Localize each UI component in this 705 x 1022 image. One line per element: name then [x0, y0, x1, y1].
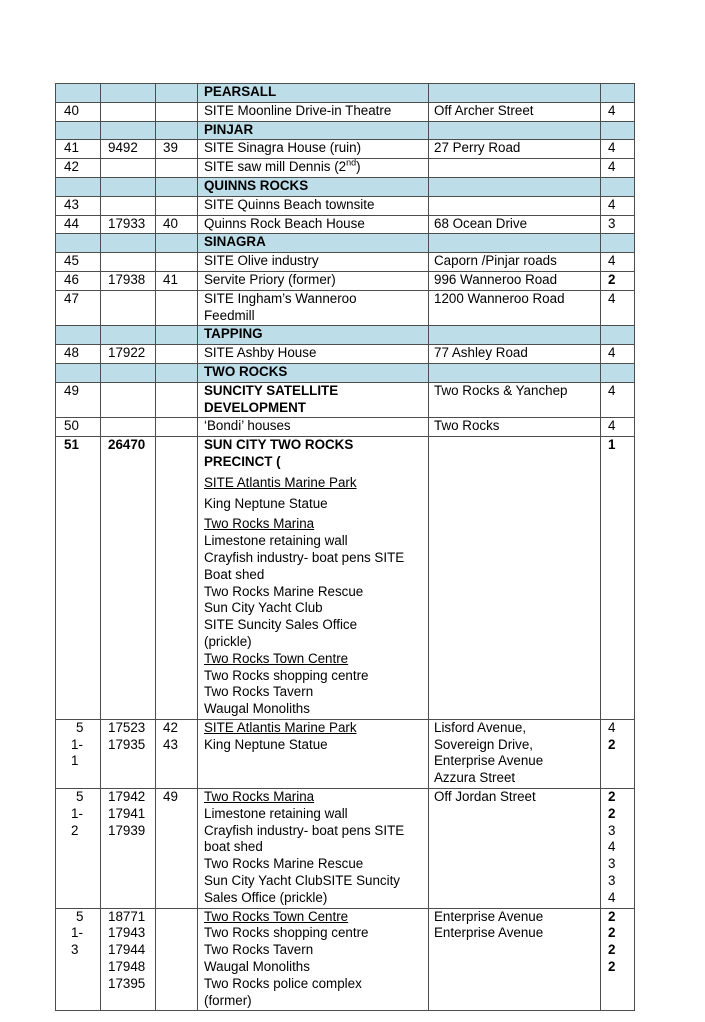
row-number-cell [56, 437, 101, 720]
site-name-line: SITE Suncity Sales Office [204, 617, 358, 633]
ref-number-cell [156, 345, 198, 364]
address-line: 68 Ocean Drive [434, 215, 528, 231]
row-number: 3 [71, 942, 79, 958]
address-line: 77 Ashley Road [434, 345, 528, 361]
place-id-cell [101, 102, 156, 121]
site-name-cell [198, 382, 429, 418]
row-number: 1 [71, 753, 79, 769]
site-name-line: SITE Olive industry [204, 253, 319, 269]
row-number: 49 [64, 382, 79, 398]
row-number-cell [56, 290, 101, 326]
site-name-cell [198, 908, 429, 1011]
category-value: 2 [608, 271, 616, 287]
site-name-line: SITE Sinagra House (ruin) [204, 140, 362, 156]
section-row [56, 234, 635, 253]
category-cell [601, 159, 635, 178]
site-row [56, 102, 635, 121]
ref-number-cell [156, 719, 198, 788]
site-name-line: Quinns Rock Beach House [204, 215, 365, 231]
address-cell [429, 215, 601, 234]
row-number: 50 [64, 418, 79, 434]
site-name-line: Waugal Monoliths [204, 701, 310, 717]
category-cell [601, 290, 635, 326]
site-name-cell [198, 159, 429, 178]
category-cell [601, 215, 635, 234]
ref-number: 40 [163, 215, 178, 231]
address-cell [429, 253, 601, 272]
site-name-line: King Neptune Statue [204, 495, 328, 511]
site-name-line: SITE Moonline Drive-in Theatre [204, 102, 392, 118]
place-id: 17933 [108, 215, 146, 231]
site-name-line: Two Rocks Town Centre [204, 908, 349, 924]
row-number: 2 [71, 822, 79, 838]
address-cell [429, 382, 601, 418]
place-id-cell [101, 253, 156, 272]
site-row [56, 215, 635, 234]
ref-number-cell [156, 382, 198, 418]
address-line: Caporn /Pinjar roads [434, 253, 557, 269]
row-number-cell [56, 140, 101, 159]
address-cell [429, 719, 601, 788]
site-row [56, 140, 635, 159]
site-name-line: Sun City Yacht ClubSITE Suncity [204, 873, 400, 889]
place-id-cell [101, 345, 156, 364]
row-number: 1- [71, 925, 83, 941]
section-row-number-cell [56, 177, 101, 196]
row-number-cell [56, 345, 101, 364]
site-name-cell [198, 719, 429, 788]
site-name-line: Two Rocks police complex [204, 975, 362, 991]
section-row-number-cell [56, 84, 101, 103]
address-cell [429, 271, 601, 290]
site-name-line: SITE Ingham’s Wanneroo [204, 290, 357, 306]
site-name-line: SITE Atlantis Marine Park [204, 719, 357, 735]
site-name-cell [198, 418, 429, 437]
ref-number: 43 [163, 736, 178, 752]
place-id: 17922 [108, 345, 146, 361]
place-id: 26470 [108, 437, 146, 453]
site-row [56, 271, 635, 290]
place-id: 17942 [108, 789, 146, 805]
site-name-line: ‘Bondi’ houses [204, 418, 291, 434]
site-name-line: Feedmill [204, 307, 255, 323]
row-number-cell [56, 908, 101, 1011]
heritage-sites-table-body [56, 84, 635, 1011]
site-name-line: Two Rocks Marina [204, 789, 315, 805]
row-number: 51 [64, 437, 79, 453]
address-line: Azzura Street [434, 770, 516, 786]
category-value: 4 [608, 839, 616, 855]
site-name-line: ) [356, 159, 361, 175]
address-line: Off Archer Street [434, 102, 534, 118]
section-label: TAPPING [204, 326, 263, 342]
section-site-name-cell [198, 177, 429, 196]
section-row [56, 121, 635, 140]
address-line: Two Rocks & Yanchep [434, 382, 568, 398]
row-number-cell [56, 196, 101, 215]
section-ref-number-cell [156, 121, 198, 140]
section-category-cell [601, 326, 635, 345]
site-name-cell [198, 437, 429, 720]
place-id: 17948 [108, 959, 146, 975]
row-number: 5 [76, 908, 84, 924]
site-row [56, 908, 635, 1011]
place-id-cell [101, 159, 156, 178]
address-cell [429, 345, 601, 364]
place-id-cell [101, 140, 156, 159]
ref-number-cell [156, 789, 198, 909]
category-value: 4 [608, 290, 616, 306]
site-name-line: SITE Quinns Beach townsite [204, 196, 375, 212]
section-ref-number-cell [156, 84, 198, 103]
place-id: 17938 [108, 271, 146, 287]
ref-number-cell [156, 253, 198, 272]
place-id: 17523 [108, 719, 146, 735]
site-row [56, 196, 635, 215]
row-number-cell [56, 102, 101, 121]
row-number: 48 [64, 345, 79, 361]
row-number-cell [56, 719, 101, 788]
address-line: Two Rocks [434, 418, 500, 434]
place-id-cell [101, 215, 156, 234]
ref-number-cell [156, 908, 198, 1011]
address-cell [429, 290, 601, 326]
section-row [56, 84, 635, 103]
category-value: 2 [608, 736, 616, 752]
row-number: 5 [76, 719, 84, 735]
place-id-cell [101, 382, 156, 418]
site-name-line: Limestone retaining wall [204, 805, 348, 821]
site-name-cell [198, 253, 429, 272]
category-value: 4 [608, 418, 616, 434]
site-name-line: Two Rocks Tavern [204, 684, 314, 700]
place-id-cell [101, 908, 156, 1011]
section-category-cell [601, 177, 635, 196]
category-value: 2 [608, 789, 616, 805]
ref-number: 39 [163, 140, 178, 156]
category-value: 1 [608, 437, 616, 453]
address-cell [429, 437, 601, 720]
section-place-id-cell [101, 234, 156, 253]
site-name-line: Sales Office (prickle) [204, 889, 328, 905]
place-id: 18771 [108, 908, 146, 924]
category-cell [601, 719, 635, 788]
heritage-sites-table [55, 83, 635, 1011]
section-address-cell [429, 234, 601, 253]
category-value: 4 [608, 196, 616, 212]
section-row [56, 363, 635, 382]
category-value: 4 [608, 345, 616, 361]
category-cell [601, 140, 635, 159]
category-value: 2 [608, 908, 616, 924]
row-number-cell [56, 789, 101, 909]
section-address-cell [429, 121, 601, 140]
site-name-line: DEVELOPMENT [204, 399, 306, 415]
address-cell [429, 196, 601, 215]
row-number: 42 [64, 159, 79, 175]
row-number-cell [56, 382, 101, 418]
site-name-line: Two Rocks Tavern [204, 942, 314, 958]
category-value: 4 [608, 253, 616, 269]
category-cell [601, 418, 635, 437]
category-value: 4 [608, 102, 616, 118]
place-id: 17941 [108, 805, 146, 821]
category-cell [601, 437, 635, 720]
place-id-cell [101, 271, 156, 290]
place-id: 9492 [108, 140, 138, 156]
section-ref-number-cell [156, 363, 198, 382]
section-site-name-cell [198, 234, 429, 253]
ref-number-cell [156, 290, 198, 326]
section-category-cell [601, 121, 635, 140]
site-name-line: (prickle) [204, 633, 252, 649]
row-number: 5 [76, 789, 84, 805]
address-cell [429, 140, 601, 159]
row-number: 44 [64, 215, 79, 231]
section-row-number-cell [56, 326, 101, 345]
row-number: 1- [71, 805, 83, 821]
section-label: PEARSALL [204, 84, 277, 99]
place-id: 17395 [108, 975, 146, 991]
section-site-name-cell [198, 121, 429, 140]
ref-number-cell [156, 215, 198, 234]
site-name-line: Crayfish industry- boat pens SITE [204, 822, 405, 838]
category-value: 3 [608, 215, 616, 231]
place-id-cell [101, 418, 156, 437]
section-label: TWO ROCKS [204, 363, 288, 379]
ref-number: 42 [163, 719, 178, 735]
section-site-name-cell [198, 84, 429, 103]
category-cell [601, 789, 635, 909]
address-line: Enterprise Avenue [434, 925, 544, 941]
address-line: Sovereign Drive, [434, 736, 533, 752]
category-cell [601, 382, 635, 418]
site-name-line: boat shed [204, 839, 263, 855]
site-name-line: SITE Atlantis Marine Park [204, 474, 357, 490]
category-value: 2 [608, 805, 616, 821]
row-number-cell [56, 159, 101, 178]
section-address-cell [429, 326, 601, 345]
category-cell [601, 908, 635, 1011]
section-ref-number-cell [156, 234, 198, 253]
site-name-line: Waugal Monoliths [204, 959, 310, 975]
site-name-cell [198, 290, 429, 326]
section-place-id-cell [101, 121, 156, 140]
site-name-line: Crayfish industry- boat pens SITE [204, 549, 405, 565]
address-line: Enterprise Avenue [434, 753, 544, 769]
category-value: 4 [608, 140, 616, 156]
ref-number: 49 [163, 789, 178, 805]
site-name-line: PRECINCT ( [204, 453, 281, 469]
section-address-cell [429, 84, 601, 103]
site-name-line: Two Rocks Town Centre [204, 650, 349, 666]
category-cell [601, 345, 635, 364]
site-name-line: Two Rocks shopping centre [204, 925, 369, 941]
section-category-cell [601, 363, 635, 382]
section-row-number-cell [56, 234, 101, 253]
site-name-cell [198, 196, 429, 215]
place-id: 17943 [108, 925, 146, 941]
site-row [56, 345, 635, 364]
category-value: 3 [608, 822, 616, 838]
place-id-cell [101, 789, 156, 909]
section-row [56, 177, 635, 196]
category-cell [601, 196, 635, 215]
address-line: Enterprise Avenue [434, 908, 544, 924]
ref-number-cell [156, 159, 198, 178]
ref-number-cell [156, 271, 198, 290]
section-label: SINAGRA [204, 234, 266, 250]
site-row [56, 418, 635, 437]
address-line: Lisford Avenue, [434, 719, 527, 735]
site-row [56, 253, 635, 272]
row-number-cell [56, 271, 101, 290]
site-name-line: Two Rocks Marina [204, 516, 315, 532]
row-number: 41 [64, 140, 79, 156]
section-ref-number-cell [156, 326, 198, 345]
section-place-id-cell [101, 363, 156, 382]
place-id: 17935 [108, 736, 146, 752]
place-id-cell [101, 290, 156, 326]
row-number: 40 [64, 102, 79, 118]
category-value: 3 [608, 856, 616, 872]
site-row [56, 437, 635, 720]
site-name-line: Sun City Yacht Club [204, 600, 323, 616]
row-number: 45 [64, 253, 79, 269]
section-site-name-cell [198, 326, 429, 345]
site-name-line: Servite Priory (former) [204, 271, 336, 287]
category-value: 4 [608, 159, 616, 175]
address-line: Off Jordan Street [434, 789, 536, 805]
ref-number-cell [156, 196, 198, 215]
row-number-cell [56, 253, 101, 272]
site-row [56, 719, 635, 788]
row-number: 46 [64, 271, 79, 287]
site-row [56, 789, 635, 909]
site-row [56, 159, 635, 178]
site-name-line: King Neptune Statue [204, 736, 328, 752]
address-cell [429, 789, 601, 909]
category-value: 2 [608, 942, 616, 958]
section-category-cell [601, 84, 635, 103]
section-place-id-cell [101, 177, 156, 196]
address-cell [429, 159, 601, 178]
address-cell [429, 102, 601, 121]
superscript-text: nd [346, 158, 357, 168]
section-category-cell [601, 234, 635, 253]
address-line: 996 Wanneroo Road [434, 271, 558, 287]
section-row-number-cell [56, 363, 101, 382]
row-number-cell [56, 215, 101, 234]
ref-number-cell [156, 102, 198, 121]
address-cell [429, 908, 601, 1011]
site-name-line: SITE Ashby House [204, 345, 317, 361]
row-number-cell [56, 418, 101, 437]
ref-number-cell [156, 140, 198, 159]
site-name-line [204, 159, 425, 176]
category-value: 2 [608, 925, 616, 941]
category-cell [601, 271, 635, 290]
site-name-cell [198, 271, 429, 290]
ref-number-cell [156, 437, 198, 720]
site-name-cell [198, 140, 429, 159]
ref-number-cell [156, 418, 198, 437]
site-name-line: SITE saw mill Dennis (2 [204, 159, 347, 175]
place-id-cell [101, 437, 156, 720]
row-number: 1- [71, 736, 83, 752]
category-cell [601, 253, 635, 272]
place-id: 17939 [108, 822, 146, 838]
category-value: 4 [608, 889, 616, 905]
site-name-line: (former) [204, 992, 252, 1008]
site-name-cell [198, 789, 429, 909]
section-site-name-cell [198, 363, 429, 382]
ref-number: 41 [163, 271, 178, 287]
address-cell [429, 418, 601, 437]
site-name-cell [198, 215, 429, 234]
place-id-cell [101, 196, 156, 215]
site-name-line: SUNCITY SATELLITE [204, 382, 339, 398]
site-name-line: SUN CITY TWO ROCKS [204, 437, 354, 453]
section-label: PINJAR [204, 121, 254, 137]
category-value: 4 [608, 719, 616, 735]
place-id-cell [101, 719, 156, 788]
section-label: QUINNS ROCKS [204, 177, 309, 193]
site-name-line: Two Rocks Marine Rescue [204, 856, 364, 872]
section-place-id-cell [101, 84, 156, 103]
address-line: 1200 Wanneroo Road [434, 290, 565, 306]
category-value: 3 [608, 873, 616, 889]
site-name-cell [198, 102, 429, 121]
section-address-cell [429, 177, 601, 196]
section-ref-number-cell [156, 177, 198, 196]
site-name-cell [198, 345, 429, 364]
site-name-line: Two Rocks shopping centre [204, 667, 369, 683]
site-row [56, 382, 635, 418]
row-number: 47 [64, 290, 79, 306]
site-name-line: Two Rocks Marine Rescue [204, 583, 364, 599]
section-row-number-cell [56, 121, 101, 140]
site-name-line: Boat shed [204, 566, 265, 582]
site-row [56, 290, 635, 326]
category-value: 4 [608, 382, 616, 398]
section-address-cell [429, 363, 601, 382]
row-number: 43 [64, 196, 79, 212]
site-name-line: Limestone retaining wall [204, 533, 348, 549]
place-id: 17944 [108, 942, 146, 958]
address-line: 27 Perry Road [434, 140, 521, 156]
section-place-id-cell [101, 326, 156, 345]
category-cell [601, 102, 635, 121]
category-value: 2 [608, 959, 616, 975]
section-row [56, 326, 635, 345]
